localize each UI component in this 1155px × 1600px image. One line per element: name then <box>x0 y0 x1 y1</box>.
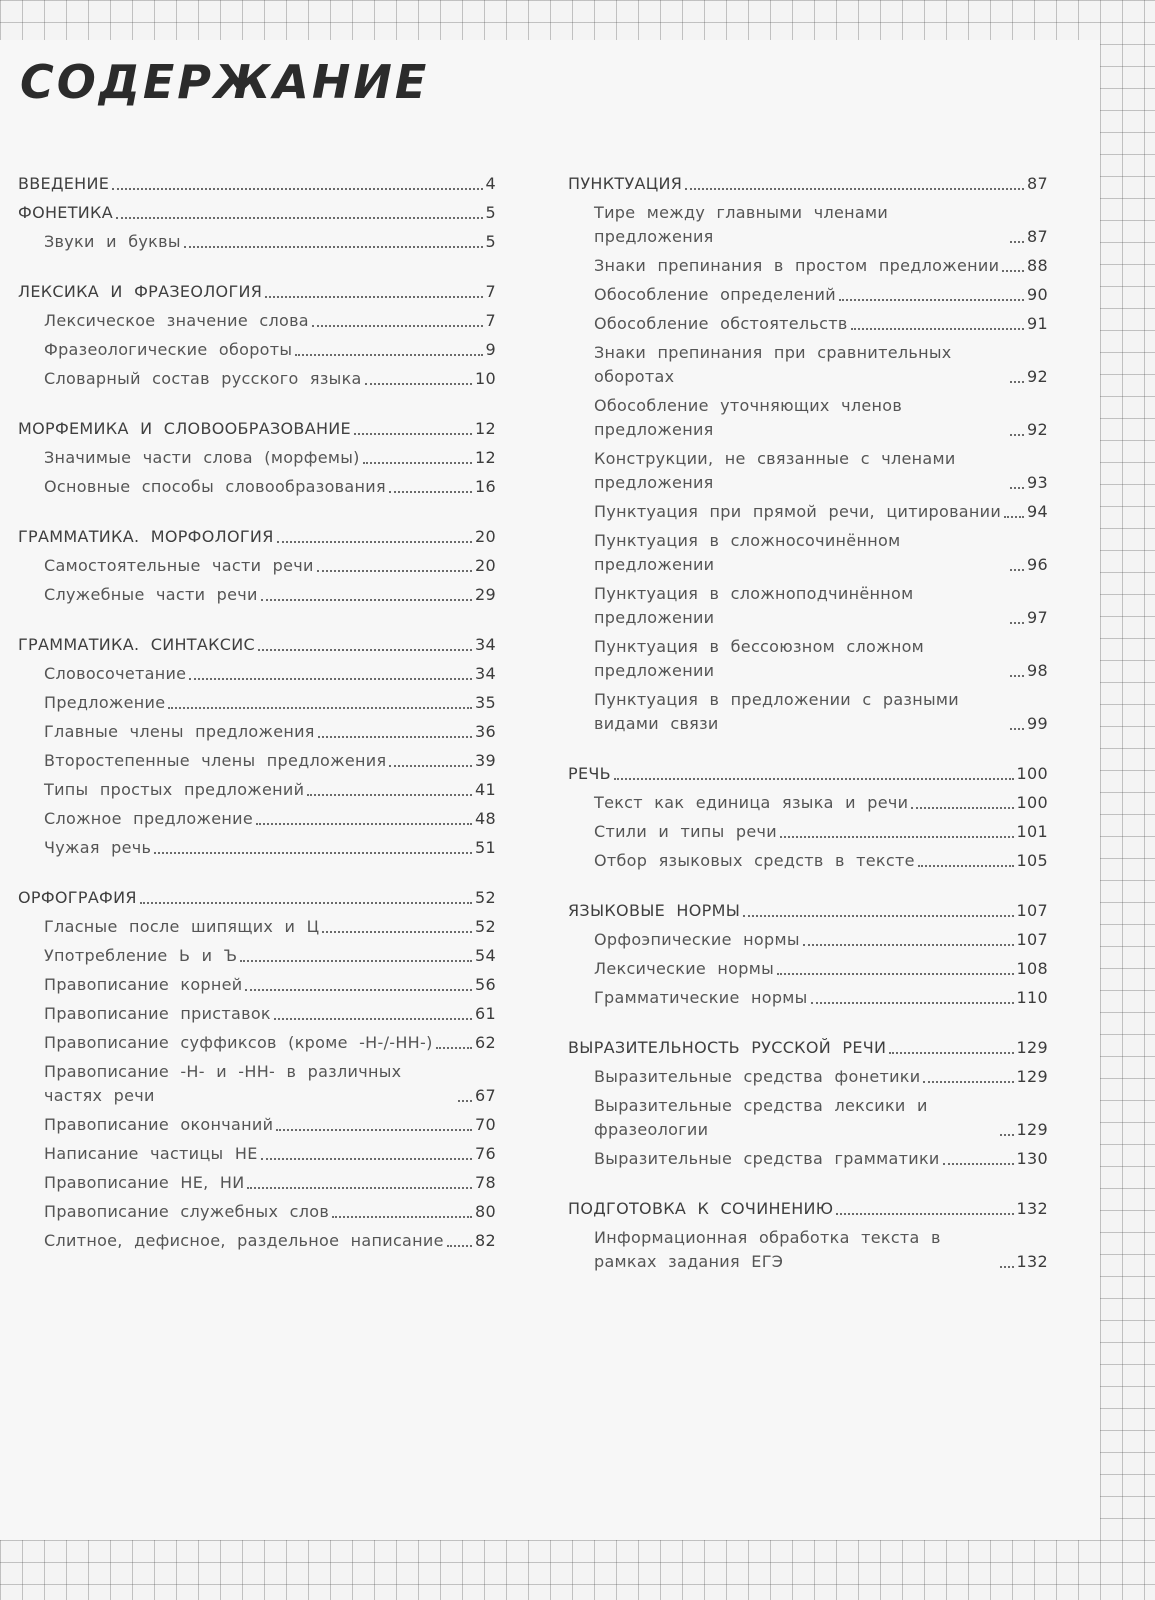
dot-leader <box>1000 1134 1014 1136</box>
toc-section <box>18 417 496 499</box>
dot-leader <box>245 989 472 991</box>
toc-page-number: 129 <box>1016 1067 1048 1086</box>
toc-page-number: 100 <box>1016 793 1048 812</box>
dot-leader <box>458 1100 472 1102</box>
toc-section <box>568 899 1048 1010</box>
toc-entry <box>568 791 1048 815</box>
toc-entry <box>568 500 1048 524</box>
toc-page-number: 62 <box>475 1033 496 1052</box>
dot-leader <box>363 462 472 464</box>
toc-page-number: 12 <box>475 419 496 438</box>
toc-page-number: 130 <box>1016 1149 1048 1168</box>
toc-page-number: 12 <box>475 448 496 467</box>
toc-entry-title: ВВЕДЕНИЕ <box>18 174 110 193</box>
dot-leader <box>811 1002 1014 1004</box>
toc-entry-title: Чужая речь <box>44 838 152 857</box>
toc-page-number: 52 <box>475 917 496 936</box>
toc-page-number: 9 <box>485 340 496 359</box>
toc-page-number: 39 <box>475 751 496 770</box>
dot-leader <box>447 1245 472 1247</box>
toc-entry-title: ГРАММАТИКА. МОРФОЛОГИЯ <box>18 527 274 546</box>
toc-entry-title: Правописание окончаний <box>44 1115 274 1134</box>
toc-entry <box>18 1229 496 1253</box>
toc-entry <box>568 688 1048 736</box>
toc-section <box>18 633 496 860</box>
dot-leader <box>923 1081 1013 1083</box>
toc-page-number: 90 <box>1027 285 1048 304</box>
toc-entry-title: Пунктуация в сложносочинённом предложении <box>594 531 901 574</box>
dot-leader <box>1010 728 1024 730</box>
toc-entry-title: Выразительные средства фонетики <box>594 1067 921 1086</box>
toc-entry-title: Звуки и буквы <box>44 232 181 251</box>
toc-entry <box>568 341 1048 389</box>
dot-leader <box>1002 270 1024 272</box>
dot-leader <box>918 865 1014 867</box>
dot-leader <box>154 852 472 854</box>
toc-page-number: 132 <box>1016 1252 1048 1271</box>
toc-entry <box>568 1094 1048 1142</box>
dot-leader <box>911 807 1013 809</box>
toc-page-number: 110 <box>1016 988 1048 1007</box>
toc-section-heading <box>568 762 1048 786</box>
toc-entry-title: Обособление обстоятельств <box>594 314 848 333</box>
dot-leader <box>256 823 472 825</box>
toc-page-number: 67 <box>475 1086 496 1105</box>
toc-entry-title: Правописание НЕ, НИ <box>44 1173 245 1192</box>
dot-leader <box>780 836 1014 838</box>
toc-page-number: 7 <box>485 282 496 301</box>
toc-entry-title: Словосочетание <box>44 664 187 683</box>
toc-section <box>18 886 496 1253</box>
toc-entry-title: Пунктуация при прямой речи, цитировании <box>594 502 1002 521</box>
toc-entry-title: Правописание приставок <box>44 1004 271 1023</box>
toc-entry-title: Текст как единица языка и речи <box>594 793 909 812</box>
toc-page-number: 96 <box>1027 555 1048 574</box>
dot-leader <box>140 902 472 904</box>
toc-entry <box>568 1065 1048 1089</box>
toc-page-number: 4 <box>485 174 496 193</box>
toc-entry <box>18 367 496 391</box>
toc-page-number: 107 <box>1016 930 1048 949</box>
toc-page-number: 78 <box>475 1173 496 1192</box>
toc-page-number: 87 <box>1027 227 1048 246</box>
dot-leader <box>389 765 472 767</box>
toc-entry-title: Обособление уточняющих членов предложения <box>594 396 903 439</box>
toc-entry <box>18 836 496 860</box>
toc-page-number: 93 <box>1027 473 1048 492</box>
toc-entry <box>18 1113 496 1137</box>
toc-entry <box>568 312 1048 336</box>
toc-entry-title: Гласные после шипящих и Ц <box>44 917 320 936</box>
toc-section <box>18 172 496 254</box>
dot-leader <box>247 1187 472 1189</box>
toc-entry-title: ПУНКТУАЦИЯ <box>568 174 683 193</box>
dot-leader <box>240 960 472 962</box>
toc-entry-title: Правописание суффиксов (кроме -Н-/-НН-) <box>44 1033 433 1052</box>
toc-entry <box>568 582 1048 630</box>
toc-section <box>568 1197 1048 1274</box>
dot-leader <box>1010 569 1024 571</box>
toc-entry-title: ПОДГОТОВКА К СОЧИНЕНИЮ <box>568 1199 834 1218</box>
toc-page-number: 107 <box>1016 901 1048 920</box>
toc-page-number: 97 <box>1027 608 1048 627</box>
dot-leader <box>265 296 482 298</box>
toc-section <box>568 762 1048 873</box>
toc-entry-title: МОРФЕМИКА И СЛОВООБРАЗОВАНИЕ <box>18 419 351 438</box>
toc-page-number: 87 <box>1027 174 1048 193</box>
toc-page-number: 101 <box>1016 822 1048 841</box>
toc-entry <box>18 1031 496 1055</box>
dot-leader <box>889 1052 1013 1054</box>
dot-leader <box>1010 381 1024 383</box>
toc-section-heading <box>18 886 496 910</box>
toc-entry <box>18 554 496 578</box>
dot-leader <box>1004 516 1024 518</box>
toc-entry-title: ОРФОГРАФИЯ <box>18 888 137 907</box>
toc-entry <box>18 446 496 470</box>
toc-entry-title: Конструкции, не связанные с членами предложения <box>594 449 956 492</box>
toc-entry <box>18 807 496 831</box>
toc-page-number: 70 <box>475 1115 496 1134</box>
toc-entry <box>568 394 1048 442</box>
toc-entry <box>18 973 496 997</box>
toc-entry-title: Знаки препинания при сравнительных оборотах <box>594 343 952 386</box>
toc-entry-title: Правописание корней <box>44 975 243 994</box>
toc-section-heading <box>568 172 1048 196</box>
toc-section <box>568 1036 1048 1171</box>
toc-section-heading <box>568 1197 1048 1221</box>
toc-entry-title: Выразительные средства лексики и фразеологии <box>594 1096 928 1139</box>
toc-entry <box>568 201 1048 249</box>
toc-entry-title: Предложение <box>44 693 166 712</box>
dot-leader <box>184 246 483 248</box>
dot-leader <box>276 1129 472 1131</box>
dot-leader <box>1010 487 1024 489</box>
dot-leader <box>1010 622 1024 624</box>
toc-page-number: 61 <box>475 1004 496 1023</box>
dot-leader <box>943 1163 1014 1165</box>
dot-leader <box>836 1213 1013 1215</box>
toc-entry-title: Лексическое значение слова <box>44 311 309 330</box>
toc-entry <box>18 475 496 499</box>
toc-entry-title: Орфоэпические нормы <box>594 930 800 949</box>
toc-page-number: 108 <box>1016 959 1048 978</box>
toc-entry <box>568 635 1048 683</box>
toc-page-number: 10 <box>475 369 496 388</box>
toc-section <box>18 280 496 391</box>
toc-entry-title: Значимые части слова (морфемы) <box>44 448 360 467</box>
toc-page-number: 91 <box>1027 314 1048 333</box>
toc-entry-title: Обособление определений <box>594 285 836 304</box>
toc-entry-title: ЯЗЫКОВЫЕ НОРМЫ <box>568 901 741 920</box>
toc-section-heading <box>18 201 496 225</box>
toc-page-number: 129 <box>1016 1120 1048 1139</box>
toc-section-heading <box>18 417 496 441</box>
toc-entry <box>18 309 496 333</box>
toc-page-number: 80 <box>475 1202 496 1221</box>
toc-section <box>568 172 1048 736</box>
dot-leader <box>614 778 1014 780</box>
toc-entry-title: Пунктуация в сложноподчинённом предложении <box>594 584 914 627</box>
toc-section-heading <box>568 899 1048 923</box>
toc-page-number: 82 <box>475 1231 496 1250</box>
page-title: СОДЕРЖАНИЕ <box>20 55 430 109</box>
toc-entry-title: Самостоятельные части речи <box>44 556 314 575</box>
toc-entry-title: Знаки препинания в простом предложении <box>594 256 1000 275</box>
toc-entry-title: Пунктуация в бессоюзном сложном предложении <box>594 637 925 680</box>
toc-entry-title: Второстепенные члены предложения <box>44 751 387 770</box>
dot-leader <box>322 931 472 933</box>
toc-entry-title: Сложное предложение <box>44 809 253 828</box>
dot-leader <box>685 188 1024 190</box>
dot-leader <box>274 1018 472 1020</box>
toc-section-heading <box>18 172 496 196</box>
toc-entry <box>18 749 496 773</box>
toc-entry <box>568 254 1048 278</box>
dot-leader <box>295 354 482 356</box>
toc-entry <box>568 529 1048 577</box>
toc-entry <box>18 720 496 744</box>
dot-leader <box>1010 675 1024 677</box>
toc-entry <box>18 915 496 939</box>
dot-leader <box>1000 1266 1014 1268</box>
toc-entry-title: Основные способы словообразования <box>44 477 386 496</box>
dot-leader <box>803 944 1014 946</box>
dot-leader <box>389 491 472 493</box>
toc-page-number: 54 <box>475 946 496 965</box>
toc-entry <box>568 283 1048 307</box>
toc-entry-title: Типы простых предложений <box>44 780 305 799</box>
dot-leader <box>354 433 472 435</box>
toc-entry <box>18 1142 496 1166</box>
dot-leader <box>112 188 482 190</box>
toc-entry-title: Отбор языковых средств в тексте <box>594 851 915 870</box>
toc-entry-title: Стили и типы речи <box>594 822 777 841</box>
dot-leader <box>1010 241 1024 243</box>
toc-section-heading <box>18 280 496 304</box>
toc-entry-title: Употребление Ь и Ъ <box>44 946 238 965</box>
dot-leader <box>312 325 483 327</box>
dot-leader <box>436 1047 472 1049</box>
toc-page-number: 98 <box>1027 661 1048 680</box>
dot-leader <box>317 570 472 572</box>
toc-page-number: 5 <box>485 232 496 251</box>
toc-entry <box>568 447 1048 495</box>
toc-entry <box>18 338 496 362</box>
toc-page-number: 129 <box>1016 1038 1048 1057</box>
toc-page-number: 5 <box>485 203 496 222</box>
dot-leader <box>168 707 472 709</box>
toc-entry-title: Написание частицы НЕ <box>44 1144 258 1163</box>
toc-entry-title: ЛЕКСИКА И ФРАЗЕОЛОГИЯ <box>18 282 263 301</box>
toc-page-number: 34 <box>475 635 496 654</box>
toc-page-number: 88 <box>1027 256 1048 275</box>
toc-entry <box>18 1171 496 1195</box>
toc-entry <box>568 928 1048 952</box>
toc-page-number: 76 <box>475 1144 496 1163</box>
toc-page-number: 20 <box>475 556 496 575</box>
toc-entry <box>568 957 1048 981</box>
dot-leader <box>116 217 483 219</box>
dot-leader <box>261 599 472 601</box>
toc-entry <box>568 849 1048 873</box>
dot-leader <box>777 973 1014 975</box>
toc-page-number: 92 <box>1027 420 1048 439</box>
toc-page-number: 16 <box>475 477 496 496</box>
toc-entry <box>18 944 496 968</box>
toc-entry <box>18 662 496 686</box>
toc-page-number: 100 <box>1016 764 1048 783</box>
toc-page-number: 36 <box>475 722 496 741</box>
toc-page-number: 92 <box>1027 367 1048 386</box>
toc-page-number: 105 <box>1016 851 1048 870</box>
dot-leader <box>258 649 472 651</box>
toc-section-heading <box>568 1036 1048 1060</box>
toc-entry-title: Выразительные средства грамматики <box>594 1149 940 1168</box>
toc-page-number: 99 <box>1027 714 1048 733</box>
toc-section-heading <box>18 525 496 549</box>
toc-entry <box>568 1226 1048 1274</box>
toc-left-column <box>18 168 496 1279</box>
toc-page-number: 7 <box>485 311 496 330</box>
toc-entry <box>18 1200 496 1224</box>
toc-entry-title: Пунктуация в предложении с разными видами связи <box>594 690 959 733</box>
dot-leader <box>318 736 472 738</box>
toc-entry-title: Лексические нормы <box>594 959 775 978</box>
toc-entry <box>18 1002 496 1026</box>
toc-entry-title: Грамматические нормы <box>594 988 808 1007</box>
toc-entry-title: Информационная обработка текста в рамках задания ЕГЭ <box>594 1228 941 1271</box>
toc-entry-title: Слитное, дефисное, раздельное написание <box>44 1231 444 1250</box>
toc-section-heading <box>18 633 496 657</box>
toc-entry-title: Служебные части речи <box>44 585 258 604</box>
toc-entry <box>568 1147 1048 1171</box>
dot-leader <box>839 299 1024 301</box>
toc-entry-title: Фразеологические обороты <box>44 340 293 359</box>
toc-entry-title: ГРАММАТИКА. СИНТАКСИС <box>18 635 255 654</box>
toc-entry-title: РЕЧЬ <box>568 764 611 783</box>
toc-page-number: 41 <box>475 780 496 799</box>
toc-page-number: 51 <box>475 838 496 857</box>
toc-entry-title: Тире между главными членами предложения <box>594 203 889 246</box>
toc-entry <box>568 986 1048 1010</box>
toc-entry <box>18 1060 496 1108</box>
toc-entry-title: ФОНЕТИКА <box>18 203 113 222</box>
toc-entry <box>18 778 496 802</box>
toc-entry-title: Правописание служебных слов <box>44 1202 330 1221</box>
dot-leader <box>365 383 472 385</box>
toc-entry-title: ВЫРАЗИТЕЛЬНОСТЬ РУССКОЙ РЕЧИ <box>568 1038 887 1057</box>
dot-leader <box>851 328 1024 330</box>
toc-entry <box>18 583 496 607</box>
dot-leader <box>1010 434 1024 436</box>
toc-page-number: 94 <box>1027 502 1048 521</box>
toc-entry-title: Главные члены предложения <box>44 722 315 741</box>
toc-page-number: 20 <box>475 527 496 546</box>
dot-leader <box>277 541 472 543</box>
toc-right-column <box>568 168 1048 1300</box>
dot-leader <box>332 1216 472 1218</box>
dot-leader <box>743 915 1013 917</box>
dot-leader <box>189 678 472 680</box>
dot-leader <box>307 794 472 796</box>
toc-page-number: 34 <box>475 664 496 683</box>
toc-entry-title: Правописание -Н- и -НН- в различных частях речи <box>44 1062 402 1105</box>
toc-page-number: 48 <box>475 809 496 828</box>
toc-section <box>18 525 496 607</box>
toc-entry-title: Словарный состав русского языка <box>44 369 362 388</box>
toc-page-number: 29 <box>475 585 496 604</box>
toc-page-number: 35 <box>475 693 496 712</box>
toc-entry <box>18 691 496 715</box>
toc-page-number: 132 <box>1016 1199 1048 1218</box>
toc-entry <box>18 230 496 254</box>
toc-page-number: 52 <box>475 888 496 907</box>
toc-page-number: 56 <box>475 975 496 994</box>
toc-entry <box>568 820 1048 844</box>
dot-leader <box>261 1158 472 1160</box>
